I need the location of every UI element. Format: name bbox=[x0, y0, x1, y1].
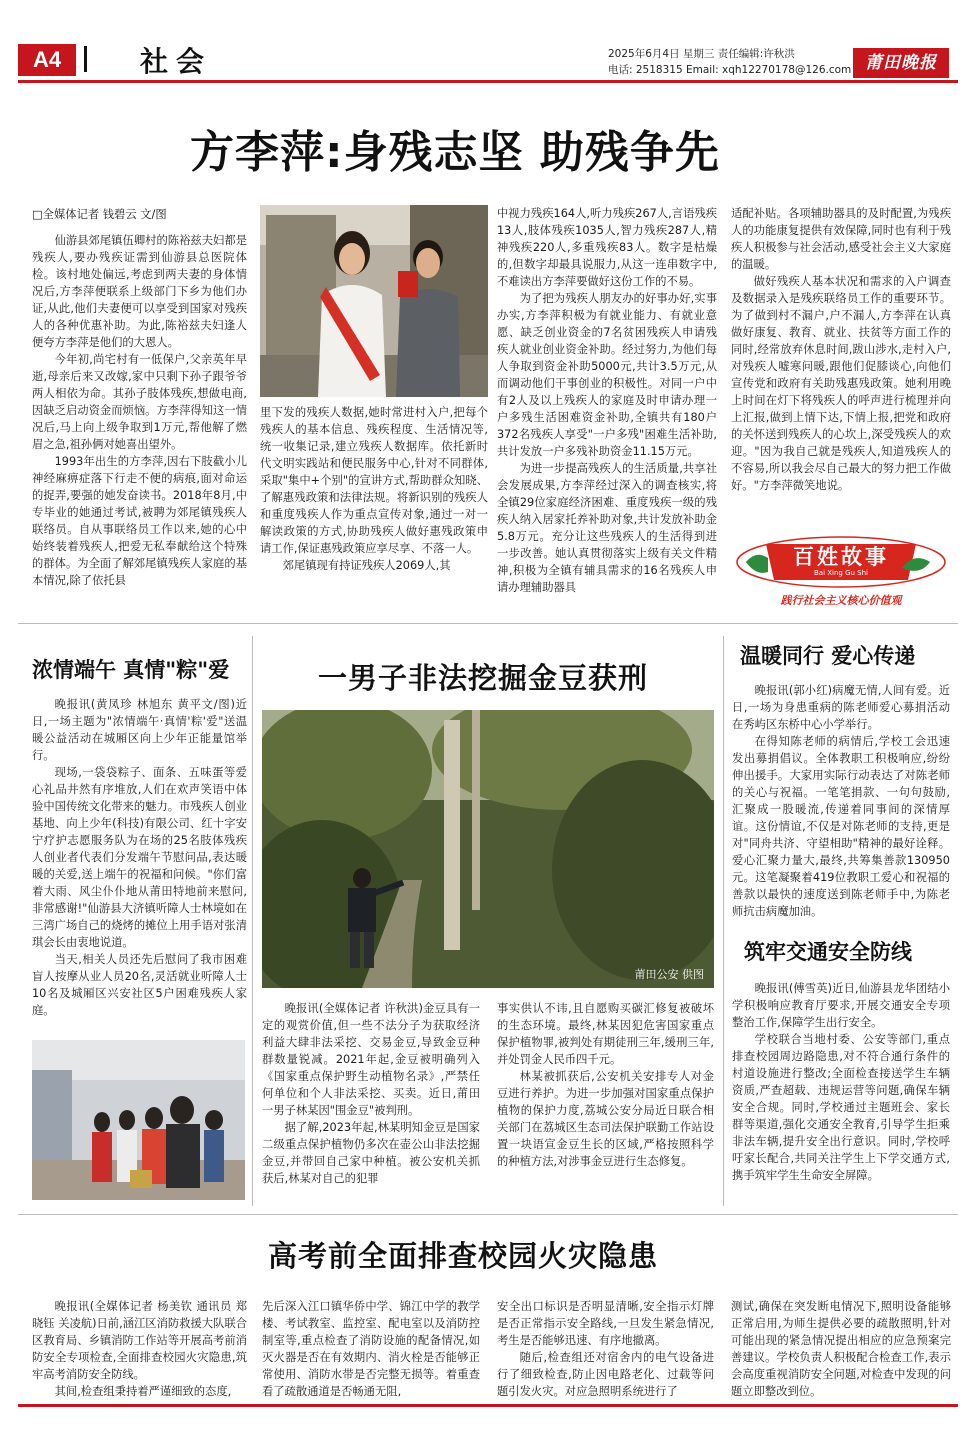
paragraph: 随后,检查组还对宿舍内的电气设备进行了细致检查,防止因电路老化、过载等问题引发火灾。对应急照明系统进行了 bbox=[497, 1351, 714, 1398]
badge-subtitle: Bai Xing Gu Shi bbox=[813, 569, 869, 577]
contact-line: 电话: 2518315 Email: xqh12270178@126.com bbox=[608, 64, 852, 76]
paragraph: 晚报讯(郭小红)病魔无情,人间有爱。近日,一场为身患重病的陈老师爱心募捐活动在秀屿区东桥中心小学举行。 bbox=[732, 684, 950, 731]
paragraph: 林某被抓获后,公安机关安排专人对金豆进行养护。为进一步加强对国家重点保护植物的保护力度,荔城公安分局近日联合相关部门在荔城区生态司法保护联勤工作站设置一块语宣金豆生长的区域,严格按照科学的种植方法,对涉事金豆进行生态修复。 bbox=[497, 1070, 714, 1168]
column-badge bbox=[732, 532, 950, 610]
right-story2-body bbox=[732, 980, 950, 1202]
column-rule bbox=[252, 636, 253, 1206]
paragraph: 为进一步提高残疾人的生活质量,共享社会发展成果,方李萍经过深入的调查核实,将全镇29位家庭经济困难、重度残疾一级的残疾人纳入居家托养补助对象,共计发放补助金5.8万元。充分让这些残疾人的生活得到进一步改善。她认真贯彻落实上级有关文件精神,积极为全镇有辅具需求的16名残疾人申请办理辅助器具 bbox=[497, 462, 717, 594]
paragraph: 晚报讯(全媒体记者 许秋洪)金豆具有一定的观赏价值,但一些不法分子为获取经济利益大肆非法采挖、交易金豆,导致金豆种群数量锐减。2021年起,金豆被明确列入《国家重点保护野生动植物名录》,严禁任何单位和个人非法采挖、买卖。近日,莆田一男子林某因"围金豆"被判刑。 bbox=[262, 1002, 480, 1117]
main-photo bbox=[260, 205, 488, 397]
main-article-col2 bbox=[260, 404, 488, 610]
paragraph: 适配补贴。各项辅助器具的及时配置,为残疾人的功能康复提供有效保障,同时也有利于残疾人积极参与社会活动,感受社会主义大家庭的温暖。 bbox=[731, 207, 951, 271]
section-separator bbox=[18, 1214, 958, 1215]
center-story-col2 bbox=[497, 1000, 714, 1200]
paragraph: 里下发的残疾人数据,她时常进村入户,把每个残疾人的基本信息、残疾程度、生活情况等,统一收集记录,建立残疾人数据库。依托新时代文明实践站和便民服务中心,针对不同群体,采取"集中+个别"的宣讲方式,帮助群众知晓、了解惠残政策和法律法规。将新识别的残疾人和重度残疾人作为重点宣传对象,通过一对一解读政策的方式,协助残疾人做好惠残政策申请工作,保证惠残政策应享尽享、不落一人。 bbox=[260, 406, 488, 555]
paragraph: 中视力残疾164人,听力残疾267人,言语残疾13人,肢体残疾1035人,智力残疾287人,精神残疾220人,多重残疾83人。数字是枯燥的,但数字却最具说服力,从这一连串数字中,不难读出方李萍要做好这份工作的不易。 bbox=[497, 207, 717, 288]
right-story1-headline: 温暖同行 爱心传递 bbox=[740, 644, 916, 668]
bottom-story-headline: 高考前全面排查校园火灾隐患 bbox=[268, 1239, 659, 1273]
bottom-story-col1 bbox=[32, 1298, 247, 1398]
portrait-photo-icon bbox=[260, 205, 488, 397]
bottom-story-col4 bbox=[731, 1298, 951, 1398]
left-story-headline: 浓情端午 真情"粽"爱 bbox=[32, 658, 230, 682]
paragraph: 晚报讯(傅雪英)近日,仙游县龙华团结小学积极响应教育厅要求,开展交通安全专项整治工作,保障学生出行安全。 bbox=[732, 982, 950, 1029]
section-separator bbox=[18, 623, 958, 624]
badge-title: 百姓故事 bbox=[793, 544, 889, 569]
paragraph: 晚报讯(黄凤珍 林旭东 黄平文/图)近日,一场主题为"浓情端午·真情'粽'爱"送温暖公益活动在城厢区向上少年正能量馆举行。 bbox=[32, 698, 247, 762]
volunteers-photo-icon bbox=[32, 1040, 245, 1200]
footer-rule bbox=[18, 1404, 958, 1407]
paragraph: 先后深入江口镇华侨中学、锦江中学的教学楼、考试教室、监控室、配电室以及消防控制室等,重点检查了消防设施的配备情况,如灭火器是否在有效期内、消火栓是否能够正常使用、消防水带是否完整无损等。着重查看了疏散通道是否畅通无阻, bbox=[262, 1300, 480, 1398]
paragraph: 现场,一袋袋粽子、面条、五味蛋等爱心礼品井然有序堆放,人们在欢声笑语中体验中国传统文化带来的魅力。市残疾人创业基地、向上少年(科技)有限公司、红十字安宁疗护志愿服务队为在场的25名肢体残疾人创业者代表们分发端午节慰问品,表达暖暖的关爱,送上端午的祝福和问候。"你们富着大雨、风尘仆仆地从莆田特地前来慰问,非常感谢!"仙游县大济镇听障人士林境如在三湾广场自己的烧烤的摊位上用手语对张清琪会长由衷地说道。 bbox=[32, 766, 247, 949]
paragraph: 为了把为残疾人朋友办的好事办好,实事办实,方李萍积极为有就业能力、有就业意愿、缺乏创业资金的7名贫困残疾人申请残疾人就业创业资金补助。经过努力,为他们每人争取到资金补助5000元,共计3.5万元,从而调动他们干事创业的积极性。对同一户中有2人及以上残疾人的家庭及时申请办理一户多残生活困难资金补助,全镇共有180户372名残疾人享受"一户多残"困难生活补助,共计发放一户多残补助资金11.15万元。 bbox=[497, 292, 717, 458]
masthead-rule bbox=[18, 80, 958, 83]
paragraph: 据了解,2023年起,林某明知金豆是国家二级重点保护植物仍多次在壶公山非法挖掘金豆,并带回自己家中种植。被公安机关抓获后,林某对自己的犯罪 bbox=[262, 1121, 480, 1185]
main-article-col3 bbox=[497, 205, 717, 610]
paragraph: 事实供认不讳,且自愿购买碳汇修复被破坏的生态环境。最终,林某因犯危害国家重点保护植物罪,被判处有期徒刑三年,缓刑三年,并处罚金人民币四千元。 bbox=[497, 1002, 714, 1066]
date-line: 2025年6月4日 星期三 责任编辑:许秋洪 bbox=[608, 48, 795, 60]
paragraph: 安全出口标识是否明显清晰,安全指示灯牌是否正常指示安全路线,一旦发生紧急情况,考生是否能够迅速、有序地撤离。 bbox=[497, 1300, 714, 1347]
right-story1-body bbox=[732, 682, 950, 922]
paragraph: 当天,相关人员还先后慰问了我市困难盲人按摩从业人员20名,灵活就业听障人士10名及城厢区兴安社区5户困难残疾人家庭。 bbox=[32, 953, 247, 1017]
section-title: 社会 bbox=[140, 45, 213, 78]
paragraph: 学校联合当地村委、公安等部门,重点排查校园周边路隐患,对不符合通行条件的村道设施进行整改;全面检查接送学生车辆资质,严查超载、违规运营等问题,确保车辆安全合规。同时,学校通过主题班会、家长群等渠道,强化交通安全教育,引导学生拒乘非法车辆,提升安全出行意识。同时,学校呼吁家长配合,共同关注学生上下学交通方式,携手筑牢学生生命安全屏障。 bbox=[732, 1033, 950, 1182]
center-story-headline: 一男子非法挖掘金豆获刑 bbox=[318, 661, 649, 695]
main-headline: 方李萍:身残志坚 助残争先 bbox=[190, 127, 720, 178]
paragraph: 郊尾镇现有持证残疾人2069人,其 bbox=[282, 559, 451, 572]
column-rule bbox=[723, 636, 724, 1206]
paragraph: 1993年出生的方李萍,因右下肢截小儿神经麻痹症落下行走不便的病痕,面对命运的捉弄,要强的她发奋读书。2018年8月,中专毕业的她通过考试,被聘为郊尾镇残疾人联络员。自从事联络员工作以来,她的心中始终装着残疾人,把爱无私奉献给这个特殊的群体。为全面了解郊尾镇残疾人家庭的基本情况,除了依托县 bbox=[32, 455, 247, 587]
badge-slogan: 践行社会主义核心价值观 bbox=[780, 594, 902, 607]
bottom-story-col2 bbox=[262, 1298, 480, 1398]
paragraph: 测试,确保在突发断电情况下,照明设备能够正常启用,为师生提供必要的疏散照明,针对可能出现的紧急情况提出相应的应急预案完善建议。学校负责人积极配合检查工作,表示会高度重视消防安全问题,对检查中发现的问题立即整改到位。 bbox=[731, 1300, 951, 1398]
section-divider bbox=[84, 46, 132, 72]
paragraph: 其间,检查组秉持着严谨细致的态度, bbox=[54, 1385, 232, 1398]
page-number: A4 bbox=[18, 44, 76, 76]
left-story-body bbox=[32, 696, 247, 1024]
paragraph: 晚报讯(全媒体记者 杨美钦 通讯员 郑晓钰 关凌航)日前,涵江区消防救援大队联合区教育局、乡镇消防工作站等开展高考前消防安全专项检查,全面排查校园火灾隐患,筑牢高考消防安全防线。 bbox=[32, 1300, 247, 1381]
center-story-col1 bbox=[262, 1000, 480, 1200]
center-photo-credit: 莆田公安 供图 bbox=[634, 968, 704, 981]
masthead bbox=[0, 0, 977, 84]
main-article-col4 bbox=[731, 205, 951, 533]
bottom-story-col3 bbox=[497, 1298, 714, 1398]
paragraph: 在得知陈老师的病情后,学校工会迅速发出募捐倡议。全体教职工积极响应,纷纷伸出援手。大家用实际行动表达了对陈老师的关心与祝福。一笔笔捐款、一句句鼓励,汇聚成一股暖流,传递着同事间的深情厚谊。这份情谊,不仅是对陈老师的支持,更是对"同舟共济、守望相助"精神的最好诠释。爱心汇聚力量大,最终,共筹集善款130950元。这笔凝聚着419位教职工爱心和祝福的善款以最快的速度送到陈老师手中,为陈老师抗击病魔加油。 bbox=[732, 735, 950, 918]
forest-photo-icon bbox=[262, 710, 714, 988]
center-story-photo bbox=[262, 710, 714, 988]
newspaper-logo: 莆田晚报 bbox=[853, 48, 949, 78]
main-byline: □全媒体记者 钱碧云 文/图 bbox=[32, 208, 167, 221]
right-story2-headline: 筑牢交通安全防线 bbox=[744, 940, 912, 964]
paragraph: 仙游县郊尾镇伍卿村的陈裕兹夫妇都是残疾人,要办残疾证需到仙游县总医院体检。该村地处偏远,考虑到两夫妻的身体情况后,方李萍便联系上级部门下乡为他们办证,从此,他们夫妻便可以享受到国家对残疾人的各种优惠补助。为此,陈裕兹夫妇逢人便夸方李萍是他们的大恩人。 bbox=[32, 234, 247, 349]
paragraph: 做好残疾人基本状况和需求的入户调查及数据录入是残疾联络员工作的重要环节。为了做到村不漏户,户不漏人,方李萍在认真做好康复、教育、就业、扶贫等方面工作的同时,经常放弃休息时间,跋山涉水,走村入户,对残疾人嘘寒问暖,跟他们促膝谈心,向他们宣传党和政府有关助残惠残政策。她利用晚上时间在灯下将残疾人的呼声进行梳理并向上汇报,做到上情下达,下情上报,把党和政府的关怀送到残疾人的心坎上,深受残疾人的欢迎。"因为我自己就是残疾人,知道残疾人的不容易,所以我会尽自己最大的努力把工作做好。"方李萍微笑地说。 bbox=[731, 275, 951, 492]
main-article-col1 bbox=[32, 232, 247, 610]
paragraph: 今年初,尚宅村有一低保户,父亲英年早逝,母亲后来又改嫁,家中只剩下孙子跟爷爷两人相依为命。其孙子肢体残疾,想做电商,因缺乏启动资金而烦恼。方李萍得知这一情况后,马上向上级争取到1万元,帮他解了燃眉之急,祖孙俩对她喜出望外。 bbox=[32, 353, 247, 451]
left-story-photo bbox=[32, 1040, 245, 1200]
